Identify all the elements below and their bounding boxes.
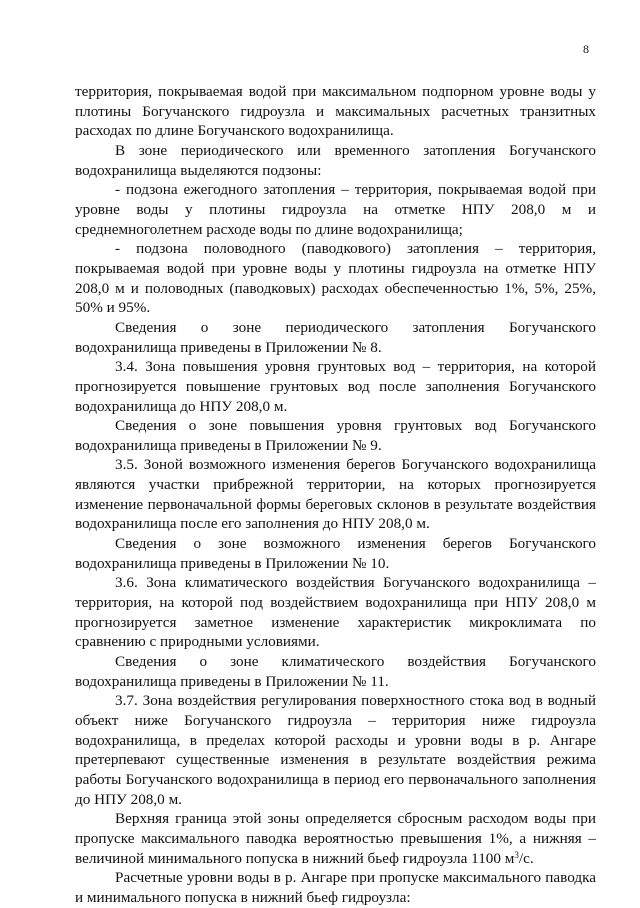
paragraph-annual-flooding-subzone: - подзона ежегодного затопления – территория, покрываемая водой при уровне воды у плотины гидроузла на отметке НПУ 208,0 м и среднемноголетнем расходе воды по длине водохранилища; <box>75 181 596 238</box>
cubic-superscript: 3 <box>514 849 519 860</box>
paragraph-flood-zone-continuation: территория, покрываемая водой при максимальном подпорном уровне воды у плотины Богучанского гидроузла и максимальных расчетных транзитных расходах по длине Богучанского водохранилища. <box>75 83 596 140</box>
paragraph-flood-season-subzone: - подзона половодного (паводкового) затопления – территория, покрываемая водой при уровне воды у плотины гидроузла на отметке НПУ 208,0 м и половодных (паводковых) расходах обеспеченностью 1%, 5%, 25%, 50% и 95%. <box>75 240 596 317</box>
paragraph-section-3-5: 3.5. Зоной возможного изменения берегов Богучанского водохранилища являются участки прибрежной территории, на которых прогнозируется изменение первоначальной формы береговых склонов в результате воздействия водохранилища после его заполнения до НПУ 208,0 м. <box>75 456 596 533</box>
zone-boundaries-unit-tail: /с. <box>518 849 534 867</box>
paragraph-zone-boundaries <box>75 809 596 868</box>
document-body <box>75 82 596 908</box>
paragraph-section-3-4: 3.4. Зона повышения уровня грунтовых вод – территория, на которой прогнозируется повышение грунтовых вод после заполнения Богучанского водохранилища до НПУ 208,0 м. <box>75 358 596 415</box>
paragraph-appendix-9-reference: Сведения о зоне повышения уровня грунтовых вод Богучанского водохранилища приведены в Приложении № 9. <box>75 417 596 454</box>
paragraph-periodic-flooding-subzones: В зоне периодического или временного затопления Богучанского водохранилища выделяются подзоны: <box>75 141 596 179</box>
paragraph-appendix-8-reference: Сведения о зоне периодического затопления Богучанского водохранилища приведены в Приложении № 8. <box>75 318 596 356</box>
paragraph-section-3-7: 3.7. Зона воздействия регулирования поверхностного стока вод в водный объект ниже Богучанского гидроузла – территория ниже гидроузла водохранилища, в пределах которой расходы и уровни воды в р. Ангаре претерпевают существенные изменения в результате воздействия режима работы Богучанского водохранилища в период его первоначального заполнения до НПУ 208,0 м. <box>75 692 596 808</box>
paragraph-design-water-levels: Расчетные уровни воды в р. Ангаре при пропуске максимального паводка и минимального попуска в нижний бьеф гидроузла: <box>75 869 596 906</box>
paragraph-section-3-6: 3.6. Зона климатического воздействия Богучанского водохранилища – территория, на которой под воздействием водохранилища при НПУ 208,0 м прогнозируется заметное изменение характеристик микроклимата по сравнению с природными условиями. <box>75 574 596 651</box>
page-number: 8 <box>583 42 589 56</box>
zone-boundaries-text: Верхняя граница этой зоны определяется сбросным расходом воды при пропуске максимального паводка вероятностью превышения 1%, а нижняя – величиной минимального попуска в нижний бьеф гидроузла 1100 м <box>75 810 596 867</box>
paragraph-appendix-10-reference: Сведения о зоне возможного изменения берегов Богучанского водохранилища приведены в Приложении № 10. <box>75 535 596 572</box>
paragraph-appendix-11-reference: Сведения о зоне климатического воздействия Богучанского водохранилища приведены в Приложении № 11. <box>75 653 596 690</box>
